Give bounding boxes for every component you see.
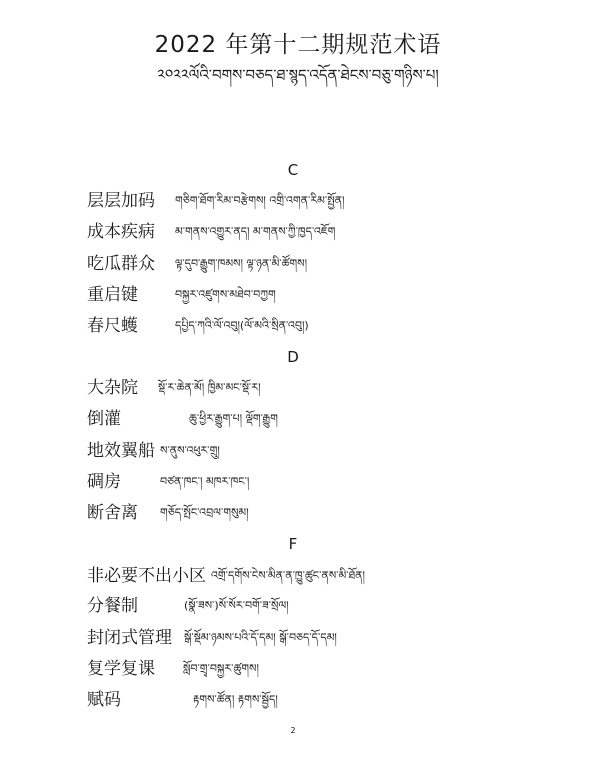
term-chinese: 复学复课 bbox=[87, 659, 155, 679]
term-row bbox=[87, 252, 587, 276]
document-subtitle-tibetan: ༢༠༢༢ལོའི་བགས་བཅད་ཐ་སྙད་འདོན་ཐེངས་བཅུ་གཉིས་པ། bbox=[157, 66, 439, 84]
term-chinese: 成本疾病 bbox=[87, 222, 155, 242]
section-letter-c: C bbox=[287, 161, 299, 179]
term-row bbox=[87, 314, 587, 338]
term-tibetan: འགྲོ་དགོས་ངེས་མིན་ན་ཁྱུ་ཚུང་ནས་མི་ཐོན། bbox=[211, 569, 365, 582]
term-chinese: 碉房 bbox=[87, 472, 121, 492]
term-chinese: 倒灌 bbox=[87, 409, 121, 429]
section-letter-f: F bbox=[288, 535, 298, 553]
term-tibetan: བཙན་ཁང་། མཁར་ཁང་། bbox=[160, 475, 250, 488]
term-row bbox=[87, 407, 587, 431]
term-chinese: 非必要不出小区 bbox=[87, 566, 206, 586]
term-tibetan: གཅིག་ཐོག་རིམ་བརྩེགས། འགྲི་འགན་རིམ་སྤྱོན། bbox=[175, 194, 345, 207]
term-row bbox=[87, 501, 587, 525]
term-tibetan: སྡོ་ར་ཆེན་མོ། ཁྱིམ་མང་སྡོ་ར། bbox=[158, 381, 261, 394]
term-row bbox=[87, 283, 587, 307]
term-row bbox=[87, 657, 587, 681]
term-chinese: 春尺蠖 bbox=[87, 316, 138, 336]
term-tibetan: (སྣོ་ཟས་)སོ་སོར་བགོ་ཟ་སྲོལ། bbox=[184, 599, 289, 612]
term-chinese: 层层加码 bbox=[87, 191, 155, 211]
term-chinese: 断舍离 bbox=[87, 503, 138, 523]
term-row bbox=[87, 439, 587, 463]
term-row bbox=[87, 564, 587, 588]
term-row bbox=[87, 688, 587, 712]
term-chinese: 重启键 bbox=[87, 285, 138, 305]
term-row bbox=[87, 376, 587, 400]
term-chinese: 地效翼船 bbox=[87, 441, 155, 461]
term-chinese: 赋码 bbox=[87, 690, 121, 710]
term-tibetan: དཔྱིད་ཀའི་ལོ་འབུ།(ལོ་མའི་སྲིན་འབུ།) bbox=[175, 319, 309, 332]
term-chinese: 大杂院 bbox=[87, 378, 138, 398]
term-row bbox=[87, 470, 587, 494]
term-tibetan: ས་ནུས་འཕུར་གྲུ། bbox=[160, 444, 220, 457]
term-tibetan: གཅོད་སྤོང་འབྲལ་གསུམ། bbox=[160, 506, 249, 519]
term-tibetan: བསྐྱར་འཛུགས་མཐེབ་བཀྱག bbox=[175, 288, 276, 301]
document-title: 2022 年第十二期规范术语 bbox=[154, 32, 442, 58]
term-chinese: 吃瓜群众 bbox=[87, 254, 155, 274]
term-tibetan: ཆུ་ཕྱིར་རྒྱུག་པ། ལྡོག་རྒྱུག bbox=[189, 412, 278, 425]
term-row bbox=[87, 220, 587, 244]
term-row bbox=[87, 189, 587, 213]
term-tibetan: ལྟ་དུབ་རྒྱུག་ཁམས། ལྟ་ཉན་མི་ཚོགས། bbox=[175, 257, 308, 270]
term-tibetan: མ་གནས་འགྱུར་ནད། མ་གནས་ཀྱི་ཁྱད་འཇོག bbox=[175, 225, 336, 238]
term-tibetan: སློབ་གྲྭ་བསྐྱར་ཚུགས། bbox=[183, 662, 259, 675]
section-letter-d: D bbox=[287, 348, 299, 366]
term-tibetan: སྒོ་སྡོམ་ཉམས་པའི་དོ་དམ། སྒོ་བཅད་དོ་དམ། bbox=[184, 631, 337, 644]
page-number: 2 bbox=[290, 726, 296, 735]
term-chinese: 分餐制 bbox=[87, 596, 138, 616]
term-chinese: 封闭式管理 bbox=[87, 628, 172, 648]
term-tibetan: རྟགས་ཚོན། རྟགས་སྦྱོད། bbox=[193, 693, 278, 706]
term-row bbox=[87, 594, 587, 618]
term-row bbox=[87, 626, 587, 650]
